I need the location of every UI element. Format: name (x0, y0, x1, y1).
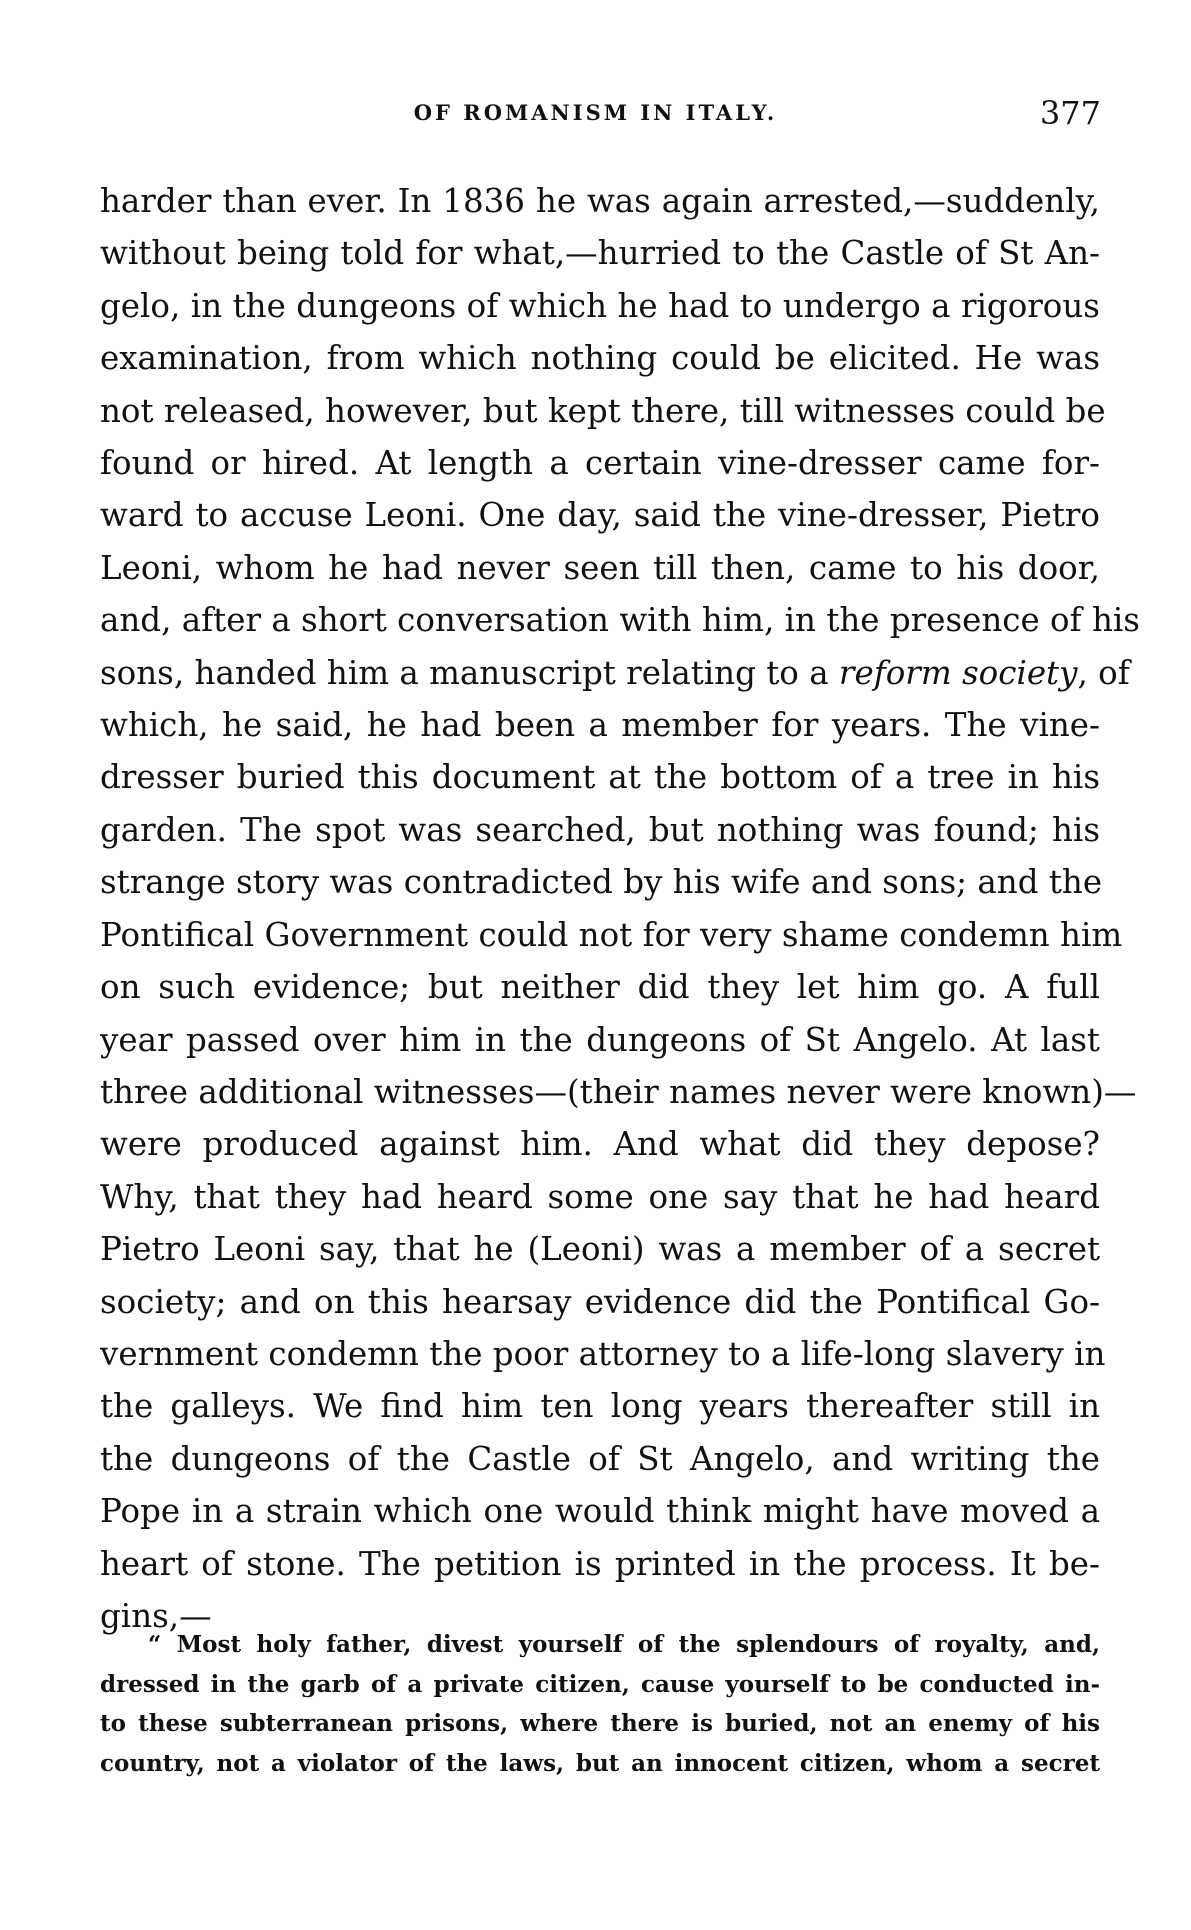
italic-phrase: reform society (838, 653, 1078, 692)
text-line: not released, however, but kept there, till witnesses could be (100, 391, 1106, 430)
text-line: without being told for what,—hurried to the Castle of St An- (100, 234, 1100, 273)
text-line: strange story was contradicted by his wife and sons; and the (100, 863, 1103, 902)
page-number: 377 (1039, 94, 1101, 132)
quote-line: to these subterranean prisons, where there is buried, not an enemy of his (100, 1710, 1100, 1737)
text-line: and, after a short conversation with him, in the presence of his (100, 601, 1140, 640)
quote-line: dressed in the garb of a private citizen, cause yourself to be conducted in- (100, 1670, 1100, 1698)
text-line: Why, that they had heard some one say that he had heard (100, 1177, 1100, 1216)
text-line: were produced against him. And what did they depose? (100, 1125, 1100, 1164)
text-line: harder than ever. In 1836 he was again arrested,—suddenly, (100, 182, 1100, 220)
block-quote (100, 1625, 1100, 1783)
text-line: dresser buried this document at the bottom of a tree in his (100, 758, 1100, 797)
text-line: three additional witnesses—(their names never were known)— (100, 1072, 1137, 1111)
text-line: examination, from which nothing could be elicited. He was (100, 339, 1100, 378)
page-header (0, 94, 1191, 140)
text-line: the dungeons of the Castle of St Angelo, and writing the (100, 1439, 1100, 1478)
text-segment: sons, handed him a manuscript relating to a (100, 653, 829, 692)
text-line: found or hired. At length a certain vine-dresser came for- (100, 444, 1100, 483)
text-line: Pontifical Government could not for very shame condemn him (100, 915, 1123, 954)
text-line: Leoni, whom he had never seen till then, came to his door, (100, 548, 1100, 587)
text-line-with-italic (100, 647, 1130, 699)
text-line: society; and on this hearsay evidence did the Pontifical Go- (100, 1282, 1100, 1321)
text-line: Pietro Leoni say, that he (Leoni) was a member of a secret (100, 1230, 1100, 1269)
text-line: year passed over him in the dungeons of St Angelo. At last (100, 1020, 1100, 1059)
body-text (100, 175, 1140, 1642)
text-segment: , of (1077, 653, 1130, 692)
text-line: vernment condemn the poor attorney to a life-long slavery in (100, 1334, 1106, 1373)
text-line: gelo, in the dungeons of which he had to undergo a rigorous (100, 286, 1100, 325)
quote-line: country, not a violator of the laws, but an innocent citizen, whom a secret (100, 1749, 1100, 1777)
text-line: ward to accuse Leoni. One day, said the vine-dresser, Pietro (100, 496, 1100, 535)
text-line: garden. The spot was searched, but nothing was found; his (100, 810, 1100, 849)
quote-line: “ Most holy father, divest yourself of the splendours of royalty, and, (148, 1631, 1100, 1658)
text-line: the galleys. We find him ten long years thereafter still in (100, 1387, 1100, 1426)
running-head: OF ROMANISM IN ITALY. (413, 100, 778, 125)
text-line: Pope in a strain which one would think might have moved a (100, 1492, 1100, 1531)
text-line: on such evidence; but neither did they let him go. A full (100, 968, 1100, 1007)
text-line: gins,— (100, 1596, 212, 1635)
text-line: heart of stone. The petition is printed in the process. It be- (100, 1544, 1100, 1583)
text-line: which, he said, he had been a member for years. The vine- (100, 706, 1100, 745)
